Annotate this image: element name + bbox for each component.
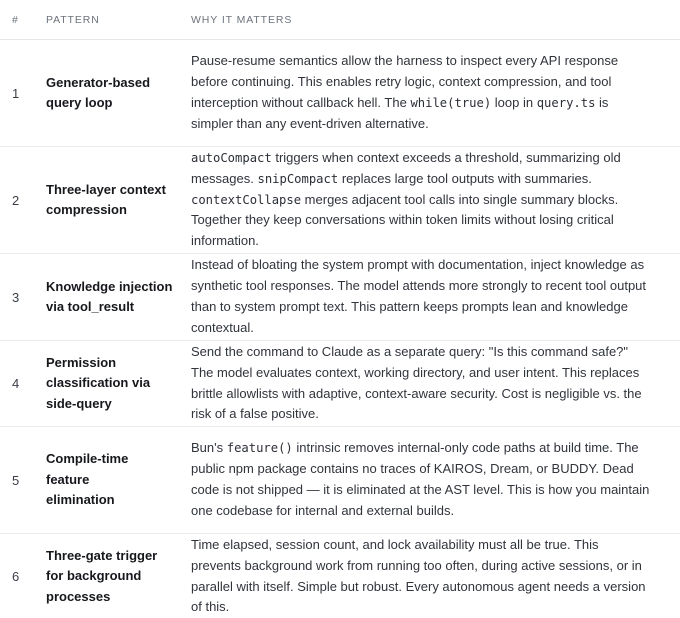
pattern-name: Permission classification via side-query	[46, 354, 151, 411]
row-number: 3	[12, 289, 20, 305]
table-row	[0, 40, 680, 147]
header-number: #	[12, 13, 19, 26]
pattern-name: Compile-time feature elimination	[46, 451, 129, 508]
pattern-name: Three-gate trigger for background processes	[46, 547, 158, 604]
table-row	[0, 534, 680, 618]
header-pattern: PATTERN	[46, 13, 100, 26]
pattern-name: Knowledge injection via tool_result	[46, 278, 173, 314]
table-row	[0, 147, 680, 254]
pattern-description: Send the command to Claude as a separate query: "Is this command safe?" The model evaluates context, working directory, and user intent. This replaces brittle allowlists with adaptive, context-aware security. Cost is negligible vs. the risk of a false positive.	[191, 343, 642, 422]
table-row	[0, 254, 680, 341]
pattern-name: Generator-based query loop	[46, 74, 151, 110]
inline-code: query.ts	[536, 96, 596, 110]
pattern-description: Time elapsed, session count, and lock availability must all be true. This prevents background work from running too often, during active sessions, or in parallel with itself. Simple but robust. Every autonomous agent needs a version of this.	[191, 536, 646, 615]
row-number: 4	[12, 376, 20, 391]
table-row	[0, 341, 680, 427]
row-number: 5	[12, 472, 20, 488]
pattern-description: autoCompact triggers when context exceeds a threshold, summarizing old messages. snipCompact replaces large tool outputs with summaries. contextCollapse merges adjacent tool calls into single summary blocks. Together they keep conversations within token limits without losing critical information.	[191, 150, 621, 249]
pattern-name: Three-layer context compression	[46, 181, 166, 217]
pattern-description: Instead of bloating the system prompt with documentation, inject knowledge as synthetic tool responses. The model attends more strongly to recent tool output than to system prompt text. This pattern keeps prompts lean and knowledge contextual.	[191, 257, 647, 335]
inline-code: snipCompact	[257, 171, 339, 186]
inline-code: autoCompact	[191, 151, 272, 165]
pattern-description: Bun's feature() intrinsic removes internal-only code paths at build time. The public npm package contains no traces of KAIROS, Dream, or BUDDY. Dead code is not shipped — it is eliminated at the AST level. This is how you maintain one codebase for internal and external builds.	[191, 440, 650, 518]
row-number: 6	[12, 569, 20, 584]
inline-code: while(true)	[410, 96, 492, 110]
header-why-it-matters: WHY IT MATTERS	[191, 13, 293, 26]
row-number: 2	[12, 192, 20, 208]
pattern-description: Pause-resume semantics allow the harness to inspect every API response before continuing. This enables retry logic, context compression, and tool interception without callback hell. The while(true) loop in query.ts is simpler than any event-driven alternative.	[191, 53, 619, 131]
table-header	[0, 0, 680, 40]
table-row	[0, 427, 680, 534]
inline-code: contextCollapse	[191, 192, 302, 207]
inline-code: feature()	[226, 441, 293, 456]
row-number: 1	[12, 85, 20, 101]
